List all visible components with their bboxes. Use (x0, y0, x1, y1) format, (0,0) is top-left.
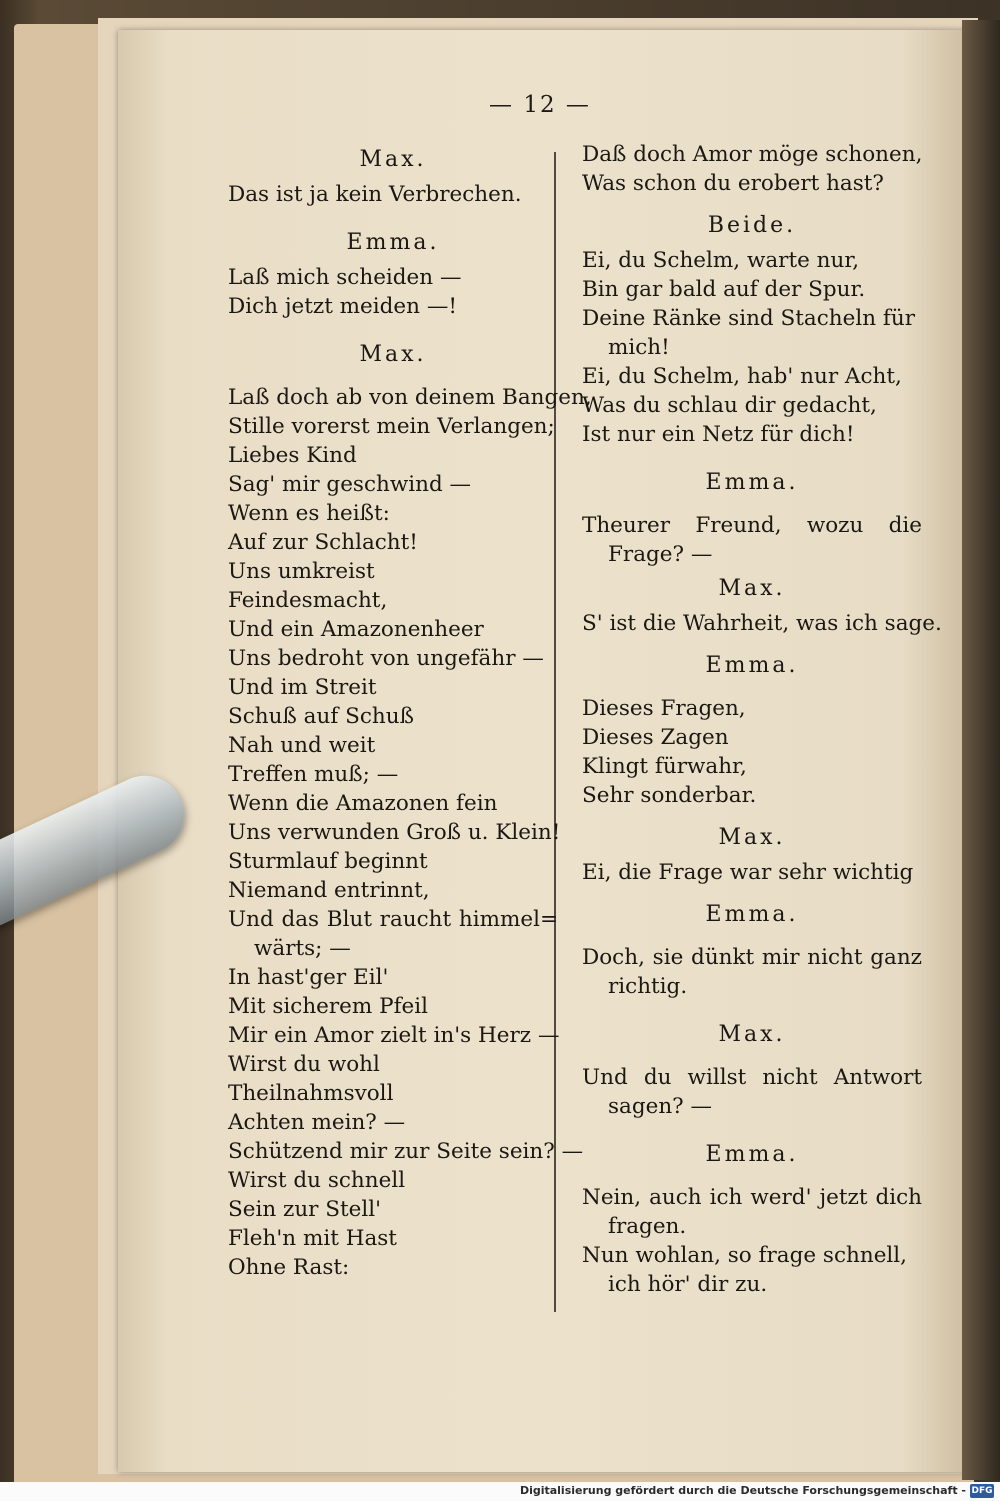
left-column-verse-line: Wenn die Amazonen fein (228, 791, 498, 816)
left-column-speaker-name: Max. (359, 342, 427, 367)
left-column-spacer (228, 375, 558, 383)
left-text-column (228, 140, 592, 1282)
right-column-speaker-name: Emma. (705, 470, 799, 495)
right-column-verse-line: mich! (608, 335, 670, 360)
right-column-verse-line: Theurer Freund, wozu die (582, 513, 922, 538)
left-column-verse-line: Ohne Rast: (228, 1255, 350, 1280)
left-column-verse-line: Wenn es heißt: (228, 501, 390, 526)
left-column-verse-line: Sein zur Stell' (228, 1197, 382, 1222)
right-column-verse-line: Ist nur ein Netz für dich! (582, 422, 855, 447)
left-column-verse-line: Uns umkreist (228, 559, 375, 584)
right-column-verse-line: Nein, auch ich werd' jetzt dich (582, 1185, 922, 1210)
right-column-verse-line: Bin gar bald auf der Spur. (582, 277, 866, 302)
left-column-verse-line: Sturmlauf beginnt (228, 849, 428, 874)
left-column-verse-line: Feindesmacht, (228, 588, 388, 613)
left-column-verse-line: Achten mein? — (228, 1110, 406, 1135)
left-column-speaker-name: Emma. (346, 230, 440, 255)
left-column-verse-line: Und das Blut raucht himmel= (228, 907, 558, 932)
dfg-logo: DFG (971, 1486, 993, 1496)
left-column-verse-line: Laß doch ab von deinem Bangen, (228, 385, 592, 410)
right-column-speaker-name: Emma. (705, 902, 799, 927)
left-column-verse-line: In hast'ger Eil' (228, 965, 389, 990)
right-column-spacer (582, 1001, 922, 1015)
funding-credit: Digitalisierung gefördert durch die Deutsche Forschungsgemeinschaft - (519, 1484, 966, 1497)
right-column-verse-line: Dieses Zagen (582, 725, 729, 750)
left-column-verse-line: Theilnahmsvoll (228, 1081, 394, 1106)
left-column-verse-line: Auf zur Schlacht! (228, 530, 418, 555)
right-column-spacer (582, 1055, 922, 1063)
right-column-verse-line: Ei, du Schelm, warte nur, (582, 248, 860, 273)
left-column-verse-line: Uns bedroht von ungefähr — (228, 646, 544, 671)
left-column-verse-line: Treffen muß; — (228, 762, 399, 787)
left-column-spacer (228, 321, 558, 335)
left-column-verse-line: Wirst du schnell (228, 1168, 406, 1193)
right-column-verse-line: Klingt fürwahr, (582, 754, 747, 779)
right-column-spacer (582, 1121, 922, 1135)
right-column-spacer (582, 1175, 922, 1183)
right-column-speaker-name: Emma. (705, 1142, 799, 1167)
left-column-speaker-name: Max. (359, 147, 427, 172)
left-column-verse-line: Und im Streit (228, 675, 377, 700)
left-column-verse-line: Niemand entrinnt, (228, 878, 430, 903)
right-column-verse-line: Sehr sonderbar. (582, 783, 757, 808)
right-column-verse-line: Und du willst nicht Antwort (582, 1065, 922, 1090)
left-column-verse-line: Sag' mir geschwind — (228, 472, 472, 497)
right-column-spacer (582, 449, 922, 463)
left-column-verse-line: Mir ein Amor zielt in's Herz — (228, 1023, 560, 1048)
left-column-verse-line: wärts; — (254, 936, 351, 961)
right-text-column (582, 140, 942, 1299)
left-column-verse-line: Dich jetzt meiden —! (228, 294, 457, 319)
right-column-spacer (582, 503, 922, 511)
right-column-verse-line: fragen. (608, 1214, 687, 1239)
left-column-verse-line: Stille vorerst mein Verlangen; (228, 414, 555, 439)
right-column-spacer (582, 935, 922, 943)
left-column-verse-line: Wirst du wohl (228, 1052, 380, 1077)
right-column-verse-line: Nun wohlan, so frage schnell, (582, 1243, 908, 1268)
right-column-speaker-name: Beide. (707, 213, 797, 238)
left-column-verse-line: Fleh'n mit Hast (228, 1226, 397, 1251)
left-column-verse-line: Laß mich scheiden — (228, 265, 462, 290)
page-edge-shadow (962, 20, 1000, 1480)
right-column-spacer (582, 887, 922, 895)
left-column-verse-line: Liebes Kind (228, 443, 357, 468)
left-column-verse-line: Schuß auf Schuß (228, 704, 414, 729)
right-column-speaker-name: Emma. (705, 653, 799, 678)
right-column-verse-line: Was schon du erobert hast? (582, 171, 884, 196)
right-column-verse-line: Dieses Fragen, (582, 696, 746, 721)
left-column-verse-line: Das ist ja kein Verbrechen. (228, 182, 522, 207)
right-column-spacer (582, 198, 922, 206)
right-column-speaker-name: Max. (718, 1022, 786, 1047)
right-column-verse-line: Ei, du Schelm, hab' nur Acht, (582, 364, 902, 389)
right-column-verse-line: Daß doch Amor möge schonen, (582, 142, 923, 167)
left-column-spacer (228, 209, 558, 223)
right-column-verse-line: Was du schlau dir gedacht, (582, 393, 877, 418)
left-column-verse-line: Mit sicherem Pfeil (228, 994, 429, 1019)
right-column-verse-line: Ei, die Frage war sehr wichtig (582, 860, 914, 885)
right-column-verse-line: ich hör' dir zu. (608, 1272, 768, 1297)
right-column-verse-line: Deine Ränke sind Stacheln für (582, 306, 915, 331)
left-column-verse-line: Uns verwunden Groß u. Klein! (228, 820, 561, 845)
right-column-speaker-name: Max. (718, 576, 786, 601)
left-column-verse-line: Nah und weit (228, 733, 376, 758)
left-column-verse-line: Und ein Amazonenheer (228, 617, 484, 642)
right-column-verse-line: richtig. (608, 974, 688, 999)
right-column-speaker-name: Max. (718, 825, 786, 850)
right-column-verse-line: Frage? — (608, 542, 713, 567)
right-column-spacer (582, 686, 922, 694)
right-column-verse-line: S' ist die Wahrheit, was ich sage. (582, 611, 942, 636)
right-column-spacer (582, 638, 922, 646)
left-column-verse-line: Schützend mir zur Seite sein? — (228, 1139, 584, 1164)
right-column-verse-line: Doch, sie dünkt mir nicht ganz (582, 945, 922, 970)
page-number: — 12 — (489, 92, 591, 118)
right-column-spacer (582, 810, 922, 818)
right-column-verse-line: sagen? — (608, 1094, 713, 1119)
